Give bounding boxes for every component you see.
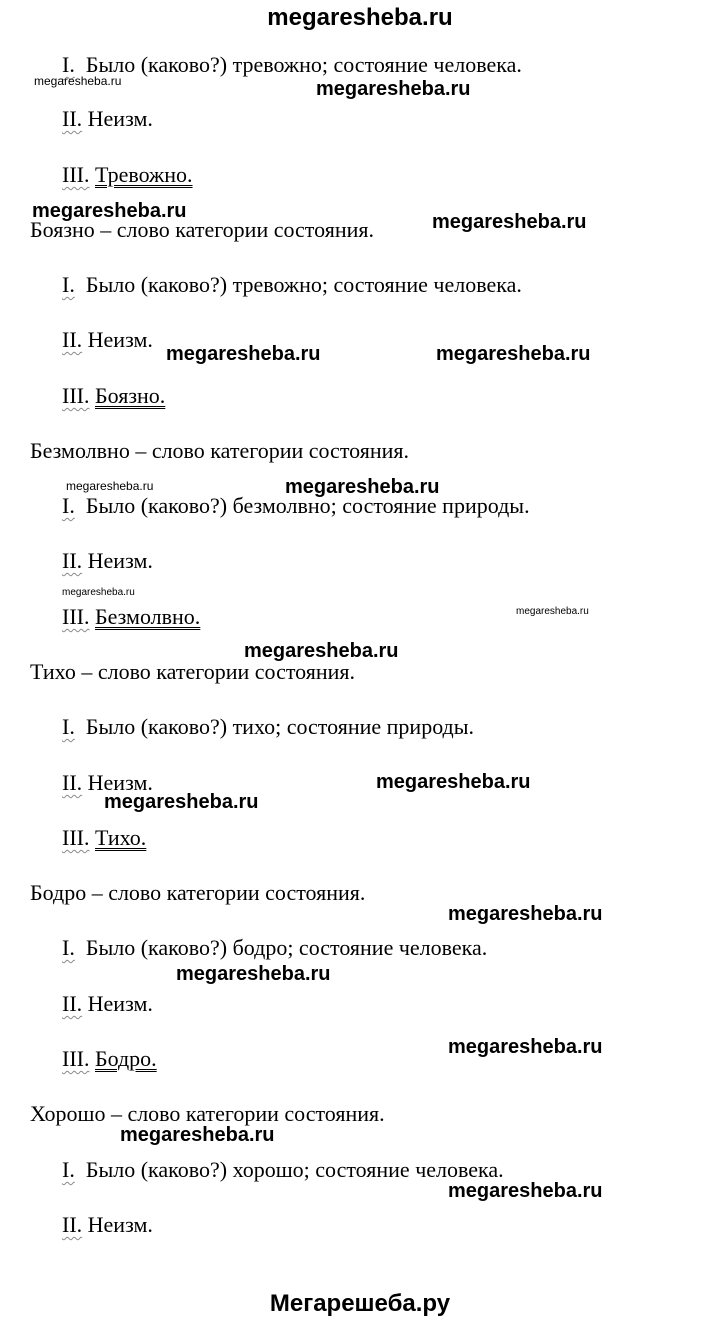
watermark: megaresheba.ru [120,1124,275,1146]
line-3 [62,825,146,851]
line-number: II. [62,548,83,573]
watermark: megaresheba.ru [448,903,603,925]
watermark: megaresheba.ru [104,791,259,813]
line-text: Было (каково?) тревожно; состояние человека. [85,272,522,297]
section-title: Тихо – слово категории состояния. [30,659,356,684]
line-number: I. [62,935,75,960]
line-text: Неизм. [87,548,153,573]
line-number: I. [62,493,75,518]
watermark: megaresheba.ru [436,343,591,365]
watermark: megaresheba.ru [244,640,399,662]
section-title: Бодро – слово категории состояния. [30,880,366,905]
line-1 [62,1157,504,1183]
line-2 [62,548,153,574]
line-number: I. [62,272,75,297]
line-3 [62,604,200,630]
watermark: megaresheba.ru [62,587,135,598]
line-number: III. [62,825,90,850]
line-number: II. [62,991,83,1016]
watermark: megaresheba.ru [448,1180,603,1202]
line-1 [62,935,487,961]
line-number: II. [62,1212,83,1237]
line-number: II. [62,327,83,352]
answer-text: Безмолвно. [94,604,201,629]
watermark: megaresheba.ru [34,74,122,88]
line-text: Неизм. [87,1212,153,1237]
watermark: megaresheba.ru [376,771,531,793]
header-watermark: megaresheba.ru [267,4,453,31]
section-title: Безмолвно – слово категории состояния. [30,438,410,463]
line-number: II. [62,770,83,795]
line-3 [62,383,165,409]
line-2 [62,991,153,1017]
line-text: Было (каково?) безмолвно; состояние природы. [85,493,530,518]
watermark: megaresheba.ru [516,606,589,617]
line-1 [62,272,522,298]
answer-text: Тихо. [94,825,147,850]
watermark: megaresheba.ru [166,343,321,365]
line-number: III. [62,383,90,408]
line-text: Неизм. [87,327,153,352]
section-title: Боязно – слово категории состояния. [30,217,374,242]
line-text: Было (каково?) бодро; состояние человека. [85,935,488,960]
watermark: megaresheba.ru [448,1036,603,1058]
line-number: III. [62,1046,90,1071]
line-number: III. [62,604,90,629]
watermark: megaresheba.ru [316,78,471,100]
answer-text: Бодро. [94,1046,157,1071]
line-2 [62,1212,153,1238]
line-number: II. [62,106,83,131]
line-3 [62,162,193,188]
line-2 [62,106,153,132]
line-text: Было (каково?) хорошо; состояние человека. [85,1157,504,1182]
answer-text: Боязно. [94,383,166,408]
watermark: megaresheba.ru [285,476,440,498]
watermark: megaresheba.ru [432,211,587,233]
line-number: I. [62,1157,75,1182]
watermark: megaresheba.ru [66,479,154,493]
line-text: Неизм. [87,106,153,131]
line-number: III. [62,162,90,187]
answer-text: Тревожно. [94,162,193,187]
line-1 [62,714,474,740]
line-number: I. [62,714,75,739]
line-text: Неизм. [87,991,153,1016]
line-text: Было (каково?) тревожно; состояние человека. [85,52,522,77]
line-text: Неизм. [87,770,153,795]
line-1 [62,52,522,78]
line-3 [62,1046,157,1072]
section-title: Хорошо – слово категории состояния. [30,1101,385,1126]
footer-watermark: Мегарешеба.ру [269,1290,451,1317]
watermark: megaresheba.ru [32,200,187,222]
line-text: Было (каково?) тихо; состояние природы. [85,714,475,739]
watermark: megaresheba.ru [176,963,331,985]
line-2 [62,327,153,353]
line-number: I. [62,52,75,77]
